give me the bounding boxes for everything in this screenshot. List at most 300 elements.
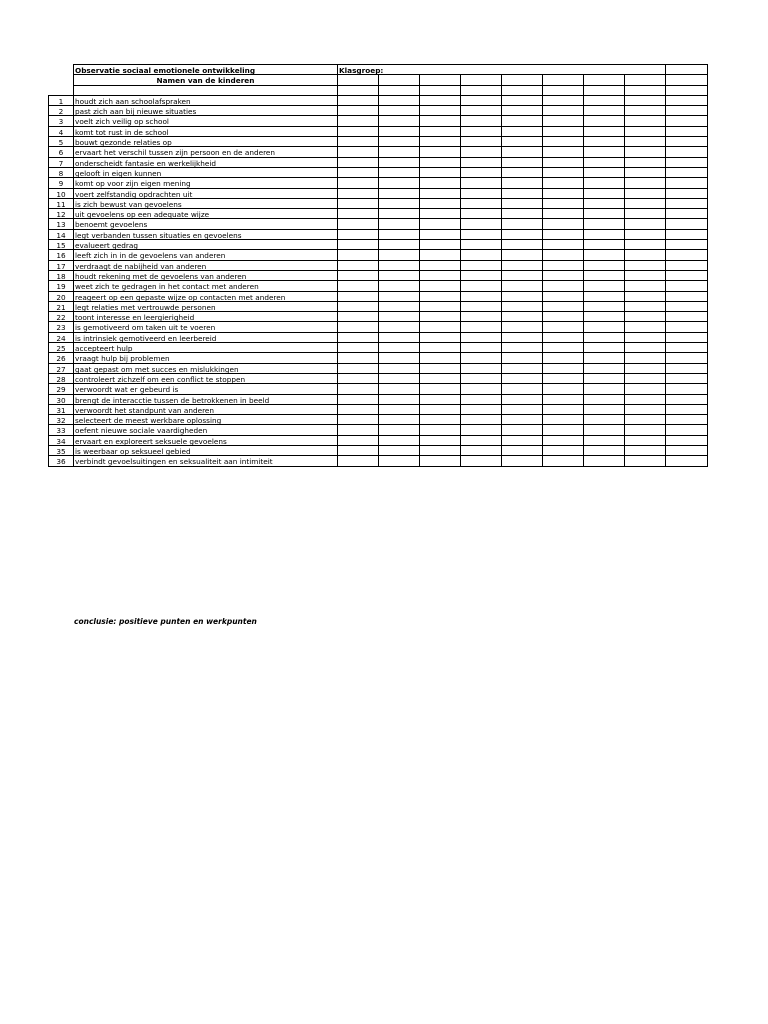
observation-cell[interactable]: [379, 312, 420, 322]
observation-cell[interactable]: [379, 363, 420, 373]
observation-cell[interactable]: [338, 116, 379, 126]
observation-cell[interactable]: [461, 425, 502, 435]
observation-cell[interactable]: [625, 373, 666, 383]
observation-cell[interactable]: [502, 178, 543, 188]
observation-cell[interactable]: [338, 322, 379, 332]
observation-cell[interactable]: [625, 188, 666, 198]
observation-cell[interactable]: [420, 157, 461, 167]
observation-cell[interactable]: [420, 435, 461, 445]
observation-cell[interactable]: [543, 188, 584, 198]
observation-cell[interactable]: [584, 270, 625, 280]
observation-cell[interactable]: [338, 435, 379, 445]
observation-cell[interactable]: [625, 116, 666, 126]
observation-cell[interactable]: [379, 126, 420, 136]
observation-cell[interactable]: [379, 167, 420, 177]
observation-cell[interactable]: [502, 260, 543, 270]
observation-cell[interactable]: [379, 291, 420, 301]
observation-cell[interactable]: [379, 343, 420, 353]
observation-cell[interactable]: [543, 394, 584, 404]
observation-cell[interactable]: [666, 250, 708, 260]
observation-cell[interactable]: [584, 198, 625, 208]
observation-cell[interactable]: [420, 178, 461, 188]
observation-cell[interactable]: [625, 332, 666, 342]
observation-cell[interactable]: [502, 126, 543, 136]
observation-cell[interactable]: [502, 229, 543, 239]
observation-cell[interactable]: [625, 404, 666, 414]
name-cell[interactable]: [502, 75, 543, 85]
observation-cell[interactable]: [584, 157, 625, 167]
observation-cell[interactable]: [420, 291, 461, 301]
observation-cell[interactable]: [379, 188, 420, 198]
observation-cell[interactable]: [666, 198, 708, 208]
observation-cell[interactable]: [461, 116, 502, 126]
observation-cell[interactable]: [625, 312, 666, 322]
observation-cell[interactable]: [625, 270, 666, 280]
observation-cell[interactable]: [461, 435, 502, 445]
observation-cell[interactable]: [338, 456, 379, 466]
observation-cell[interactable]: [420, 332, 461, 342]
observation-cell[interactable]: [379, 394, 420, 404]
observation-cell[interactable]: [461, 363, 502, 373]
observation-cell[interactable]: [666, 394, 708, 404]
observation-cell[interactable]: [543, 445, 584, 455]
observation-cell[interactable]: [625, 281, 666, 291]
observation-cell[interactable]: [420, 147, 461, 157]
observation-cell[interactable]: [338, 229, 379, 239]
observation-cell[interactable]: [379, 219, 420, 229]
observation-cell[interactable]: [502, 456, 543, 466]
observation-cell[interactable]: [666, 147, 708, 157]
observation-cell[interactable]: [461, 301, 502, 311]
observation-cell[interactable]: [666, 219, 708, 229]
observation-cell[interactable]: [543, 384, 584, 394]
observation-cell[interactable]: [666, 167, 708, 177]
observation-cell[interactable]: [420, 456, 461, 466]
observation-cell[interactable]: [625, 415, 666, 425]
observation-cell[interactable]: [625, 425, 666, 435]
observation-cell[interactable]: [625, 394, 666, 404]
observation-cell[interactable]: [420, 188, 461, 198]
observation-cell[interactable]: [420, 404, 461, 414]
observation-cell[interactable]: [543, 363, 584, 373]
observation-cell[interactable]: [379, 384, 420, 394]
observation-cell[interactable]: [625, 291, 666, 301]
observation-cell[interactable]: [379, 240, 420, 250]
observation-cell[interactable]: [543, 126, 584, 136]
header-extra-cell[interactable]: [666, 65, 708, 75]
observation-cell[interactable]: [379, 445, 420, 455]
observation-cell[interactable]: [461, 456, 502, 466]
observation-cell[interactable]: [379, 116, 420, 126]
observation-cell[interactable]: [584, 404, 625, 414]
observation-cell[interactable]: [584, 322, 625, 332]
observation-cell[interactable]: [666, 435, 708, 445]
observation-cell[interactable]: [666, 178, 708, 188]
observation-cell[interactable]: [420, 250, 461, 260]
observation-cell[interactable]: [338, 363, 379, 373]
observation-cell[interactable]: [379, 322, 420, 332]
observation-cell[interactable]: [502, 343, 543, 353]
observation-cell[interactable]: [666, 415, 708, 425]
observation-cell[interactable]: [502, 106, 543, 116]
observation-cell[interactable]: [543, 260, 584, 270]
observation-cell[interactable]: [666, 322, 708, 332]
observation-cell[interactable]: [461, 126, 502, 136]
observation-cell[interactable]: [502, 445, 543, 455]
observation-cell[interactable]: [584, 384, 625, 394]
observation-cell[interactable]: [584, 291, 625, 301]
observation-cell[interactable]: [543, 178, 584, 188]
observation-cell[interactable]: [584, 188, 625, 198]
observation-cell[interactable]: [584, 353, 625, 363]
observation-cell[interactable]: [543, 270, 584, 280]
observation-cell[interactable]: [625, 178, 666, 188]
observation-cell[interactable]: [338, 240, 379, 250]
observation-cell[interactable]: [543, 281, 584, 291]
observation-cell[interactable]: [338, 404, 379, 414]
observation-cell[interactable]: [420, 301, 461, 311]
observation-cell[interactable]: [543, 332, 584, 342]
observation-cell[interactable]: [543, 167, 584, 177]
observation-cell[interactable]: [625, 219, 666, 229]
observation-cell[interactable]: [666, 188, 708, 198]
observation-cell[interactable]: [666, 126, 708, 136]
observation-cell[interactable]: [461, 404, 502, 414]
observation-cell[interactable]: [379, 456, 420, 466]
observation-cell[interactable]: [502, 281, 543, 291]
observation-cell[interactable]: [625, 157, 666, 167]
observation-cell[interactable]: [666, 445, 708, 455]
observation-cell[interactable]: [666, 384, 708, 394]
observation-cell[interactable]: [543, 425, 584, 435]
observation-cell[interactable]: [543, 95, 584, 105]
observation-cell[interactable]: [420, 137, 461, 147]
observation-cell[interactable]: [338, 353, 379, 363]
observation-cell[interactable]: [625, 435, 666, 445]
observation-cell[interactable]: [543, 312, 584, 322]
observation-cell[interactable]: [666, 353, 708, 363]
observation-cell[interactable]: [502, 116, 543, 126]
observation-cell[interactable]: [543, 198, 584, 208]
name-cell[interactable]: [584, 75, 625, 85]
observation-cell[interactable]: [461, 445, 502, 455]
observation-cell[interactable]: [461, 260, 502, 270]
observation-cell[interactable]: [625, 198, 666, 208]
name-cell[interactable]: [666, 75, 708, 85]
observation-cell[interactable]: [379, 198, 420, 208]
observation-cell[interactable]: [625, 167, 666, 177]
observation-cell[interactable]: [625, 445, 666, 455]
observation-cell[interactable]: [543, 343, 584, 353]
observation-cell[interactable]: [461, 270, 502, 280]
observation-cell[interactable]: [379, 301, 420, 311]
observation-cell[interactable]: [420, 260, 461, 270]
observation-cell[interactable]: [379, 147, 420, 157]
observation-cell[interactable]: [584, 240, 625, 250]
observation-cell[interactable]: [584, 281, 625, 291]
observation-cell[interactable]: [338, 260, 379, 270]
observation-cell[interactable]: [461, 240, 502, 250]
observation-cell[interactable]: [420, 363, 461, 373]
observation-cell[interactable]: [584, 219, 625, 229]
observation-cell[interactable]: [584, 126, 625, 136]
observation-cell[interactable]: [502, 332, 543, 342]
observation-cell[interactable]: [338, 250, 379, 260]
observation-cell[interactable]: [420, 116, 461, 126]
observation-cell[interactable]: [625, 353, 666, 363]
observation-cell[interactable]: [420, 322, 461, 332]
observation-cell[interactable]: [420, 281, 461, 291]
name-cell[interactable]: [420, 75, 461, 85]
observation-cell[interactable]: [625, 301, 666, 311]
observation-cell[interactable]: [338, 167, 379, 177]
observation-cell[interactable]: [461, 137, 502, 147]
observation-cell[interactable]: [584, 137, 625, 147]
observation-cell[interactable]: [666, 281, 708, 291]
observation-cell[interactable]: [461, 373, 502, 383]
observation-cell[interactable]: [584, 250, 625, 260]
observation-cell[interactable]: [338, 332, 379, 342]
observation-cell[interactable]: [461, 209, 502, 219]
observation-cell[interactable]: [461, 157, 502, 167]
observation-cell[interactable]: [625, 240, 666, 250]
observation-cell[interactable]: [543, 291, 584, 301]
observation-cell[interactable]: [666, 137, 708, 147]
observation-cell[interactable]: [420, 394, 461, 404]
observation-cell[interactable]: [502, 415, 543, 425]
observation-cell[interactable]: [625, 343, 666, 353]
observation-cell[interactable]: [543, 435, 584, 445]
observation-cell[interactable]: [461, 198, 502, 208]
observation-cell[interactable]: [420, 353, 461, 363]
observation-cell[interactable]: [420, 312, 461, 322]
observation-cell[interactable]: [379, 373, 420, 383]
observation-cell[interactable]: [625, 95, 666, 105]
observation-cell[interactable]: [420, 219, 461, 229]
observation-cell[interactable]: [338, 270, 379, 280]
observation-cell[interactable]: [584, 312, 625, 322]
observation-cell[interactable]: [379, 137, 420, 147]
observation-cell[interactable]: [338, 445, 379, 455]
observation-cell[interactable]: [584, 95, 625, 105]
observation-cell[interactable]: [502, 209, 543, 219]
observation-cell[interactable]: [338, 394, 379, 404]
observation-cell[interactable]: [338, 219, 379, 229]
observation-cell[interactable]: [502, 95, 543, 105]
observation-cell[interactable]: [584, 394, 625, 404]
observation-cell[interactable]: [461, 178, 502, 188]
observation-cell[interactable]: [420, 198, 461, 208]
observation-cell[interactable]: [338, 126, 379, 136]
observation-cell[interactable]: [502, 137, 543, 147]
observation-cell[interactable]: [543, 415, 584, 425]
observation-cell[interactable]: [338, 312, 379, 322]
observation-cell[interactable]: [625, 209, 666, 219]
observation-cell[interactable]: [666, 373, 708, 383]
observation-cell[interactable]: [543, 373, 584, 383]
observation-cell[interactable]: [625, 147, 666, 157]
observation-cell[interactable]: [420, 167, 461, 177]
observation-cell[interactable]: [543, 250, 584, 260]
observation-cell[interactable]: [338, 157, 379, 167]
observation-cell[interactable]: [420, 229, 461, 239]
observation-cell[interactable]: [461, 188, 502, 198]
observation-cell[interactable]: [584, 425, 625, 435]
observation-cell[interactable]: [584, 106, 625, 116]
observation-cell[interactable]: [666, 404, 708, 414]
observation-cell[interactable]: [666, 363, 708, 373]
observation-cell[interactable]: [420, 209, 461, 219]
observation-cell[interactable]: [502, 373, 543, 383]
observation-cell[interactable]: [584, 178, 625, 188]
observation-cell[interactable]: [338, 343, 379, 353]
observation-cell[interactable]: [666, 301, 708, 311]
observation-cell[interactable]: [625, 137, 666, 147]
observation-cell[interactable]: [461, 343, 502, 353]
observation-cell[interactable]: [666, 229, 708, 239]
observation-cell[interactable]: [543, 116, 584, 126]
observation-cell[interactable]: [461, 281, 502, 291]
observation-cell[interactable]: [502, 240, 543, 250]
observation-cell[interactable]: [502, 363, 543, 373]
observation-cell[interactable]: [584, 332, 625, 342]
observation-cell[interactable]: [666, 425, 708, 435]
observation-cell[interactable]: [338, 137, 379, 147]
observation-cell[interactable]: [584, 209, 625, 219]
observation-cell[interactable]: [543, 106, 584, 116]
observation-cell[interactable]: [502, 322, 543, 332]
observation-cell[interactable]: [625, 126, 666, 136]
observation-cell[interactable]: [543, 456, 584, 466]
observation-cell[interactable]: [666, 270, 708, 280]
observation-cell[interactable]: [379, 270, 420, 280]
observation-cell[interactable]: [379, 229, 420, 239]
observation-cell[interactable]: [379, 250, 420, 260]
observation-cell[interactable]: [379, 178, 420, 188]
observation-cell[interactable]: [338, 198, 379, 208]
observation-cell[interactable]: [379, 281, 420, 291]
observation-cell[interactable]: [625, 322, 666, 332]
observation-cell[interactable]: [543, 147, 584, 157]
observation-cell[interactable]: [420, 95, 461, 105]
observation-cell[interactable]: [461, 353, 502, 363]
observation-cell[interactable]: [502, 353, 543, 363]
observation-cell[interactable]: [502, 394, 543, 404]
observation-cell[interactable]: [543, 322, 584, 332]
observation-cell[interactable]: [461, 394, 502, 404]
observation-cell[interactable]: [625, 250, 666, 260]
name-cell[interactable]: [461, 75, 502, 85]
observation-cell[interactable]: [543, 240, 584, 250]
observation-cell[interactable]: [502, 435, 543, 445]
observation-cell[interactable]: [625, 384, 666, 394]
observation-cell[interactable]: [543, 219, 584, 229]
observation-cell[interactable]: [338, 281, 379, 291]
observation-cell[interactable]: [461, 219, 502, 229]
observation-cell[interactable]: [584, 116, 625, 126]
observation-cell[interactable]: [666, 456, 708, 466]
observation-cell[interactable]: [338, 301, 379, 311]
observation-cell[interactable]: [666, 106, 708, 116]
observation-cell[interactable]: [461, 332, 502, 342]
observation-cell[interactable]: [379, 332, 420, 342]
observation-cell[interactable]: [420, 445, 461, 455]
observation-cell[interactable]: [543, 353, 584, 363]
observation-cell[interactable]: [379, 209, 420, 219]
observation-cell[interactable]: [338, 178, 379, 188]
observation-cell[interactable]: [420, 270, 461, 280]
observation-cell[interactable]: [666, 209, 708, 219]
observation-cell[interactable]: [502, 312, 543, 322]
observation-cell[interactable]: [666, 116, 708, 126]
observation-cell[interactable]: [584, 343, 625, 353]
observation-cell[interactable]: [420, 415, 461, 425]
observation-cell[interactable]: [584, 435, 625, 445]
observation-cell[interactable]: [461, 415, 502, 425]
name-cell[interactable]: [379, 75, 420, 85]
observation-cell[interactable]: [584, 229, 625, 239]
observation-cell[interactable]: [502, 301, 543, 311]
observation-cell[interactable]: [338, 188, 379, 198]
observation-cell[interactable]: [502, 188, 543, 198]
observation-cell[interactable]: [625, 106, 666, 116]
observation-cell[interactable]: [461, 167, 502, 177]
observation-cell[interactable]: [338, 209, 379, 219]
observation-cell[interactable]: [461, 229, 502, 239]
observation-cell[interactable]: [584, 363, 625, 373]
name-cell[interactable]: [338, 75, 379, 85]
observation-cell[interactable]: [502, 147, 543, 157]
name-cell[interactable]: [625, 75, 666, 85]
observation-cell[interactable]: [338, 373, 379, 383]
observation-cell[interactable]: [461, 250, 502, 260]
observation-cell[interactable]: [338, 147, 379, 157]
observation-cell[interactable]: [420, 373, 461, 383]
observation-cell[interactable]: [379, 353, 420, 363]
observation-cell[interactable]: [584, 301, 625, 311]
observation-cell[interactable]: [379, 435, 420, 445]
observation-cell[interactable]: [625, 229, 666, 239]
observation-cell[interactable]: [502, 219, 543, 229]
observation-cell[interactable]: [461, 312, 502, 322]
observation-cell[interactable]: [584, 445, 625, 455]
observation-cell[interactable]: [666, 157, 708, 167]
observation-cell[interactable]: [502, 250, 543, 260]
observation-cell[interactable]: [379, 95, 420, 105]
observation-cell[interactable]: [584, 260, 625, 270]
observation-cell[interactable]: [379, 404, 420, 414]
observation-cell[interactable]: [543, 209, 584, 219]
observation-cell[interactable]: [338, 415, 379, 425]
observation-cell[interactable]: [666, 240, 708, 250]
observation-cell[interactable]: [625, 456, 666, 466]
observation-cell[interactable]: [379, 157, 420, 167]
observation-cell[interactable]: [502, 404, 543, 414]
observation-cell[interactable]: [625, 260, 666, 270]
observation-cell[interactable]: [420, 240, 461, 250]
observation-cell[interactable]: [584, 415, 625, 425]
observation-cell[interactable]: [461, 322, 502, 332]
observation-cell[interactable]: [461, 291, 502, 301]
observation-cell[interactable]: [502, 270, 543, 280]
observation-cell[interactable]: [461, 95, 502, 105]
observation-cell[interactable]: [379, 106, 420, 116]
observation-cell[interactable]: [543, 301, 584, 311]
observation-cell[interactable]: [379, 425, 420, 435]
observation-cell[interactable]: [584, 167, 625, 177]
observation-cell[interactable]: [543, 229, 584, 239]
observation-cell[interactable]: [461, 384, 502, 394]
